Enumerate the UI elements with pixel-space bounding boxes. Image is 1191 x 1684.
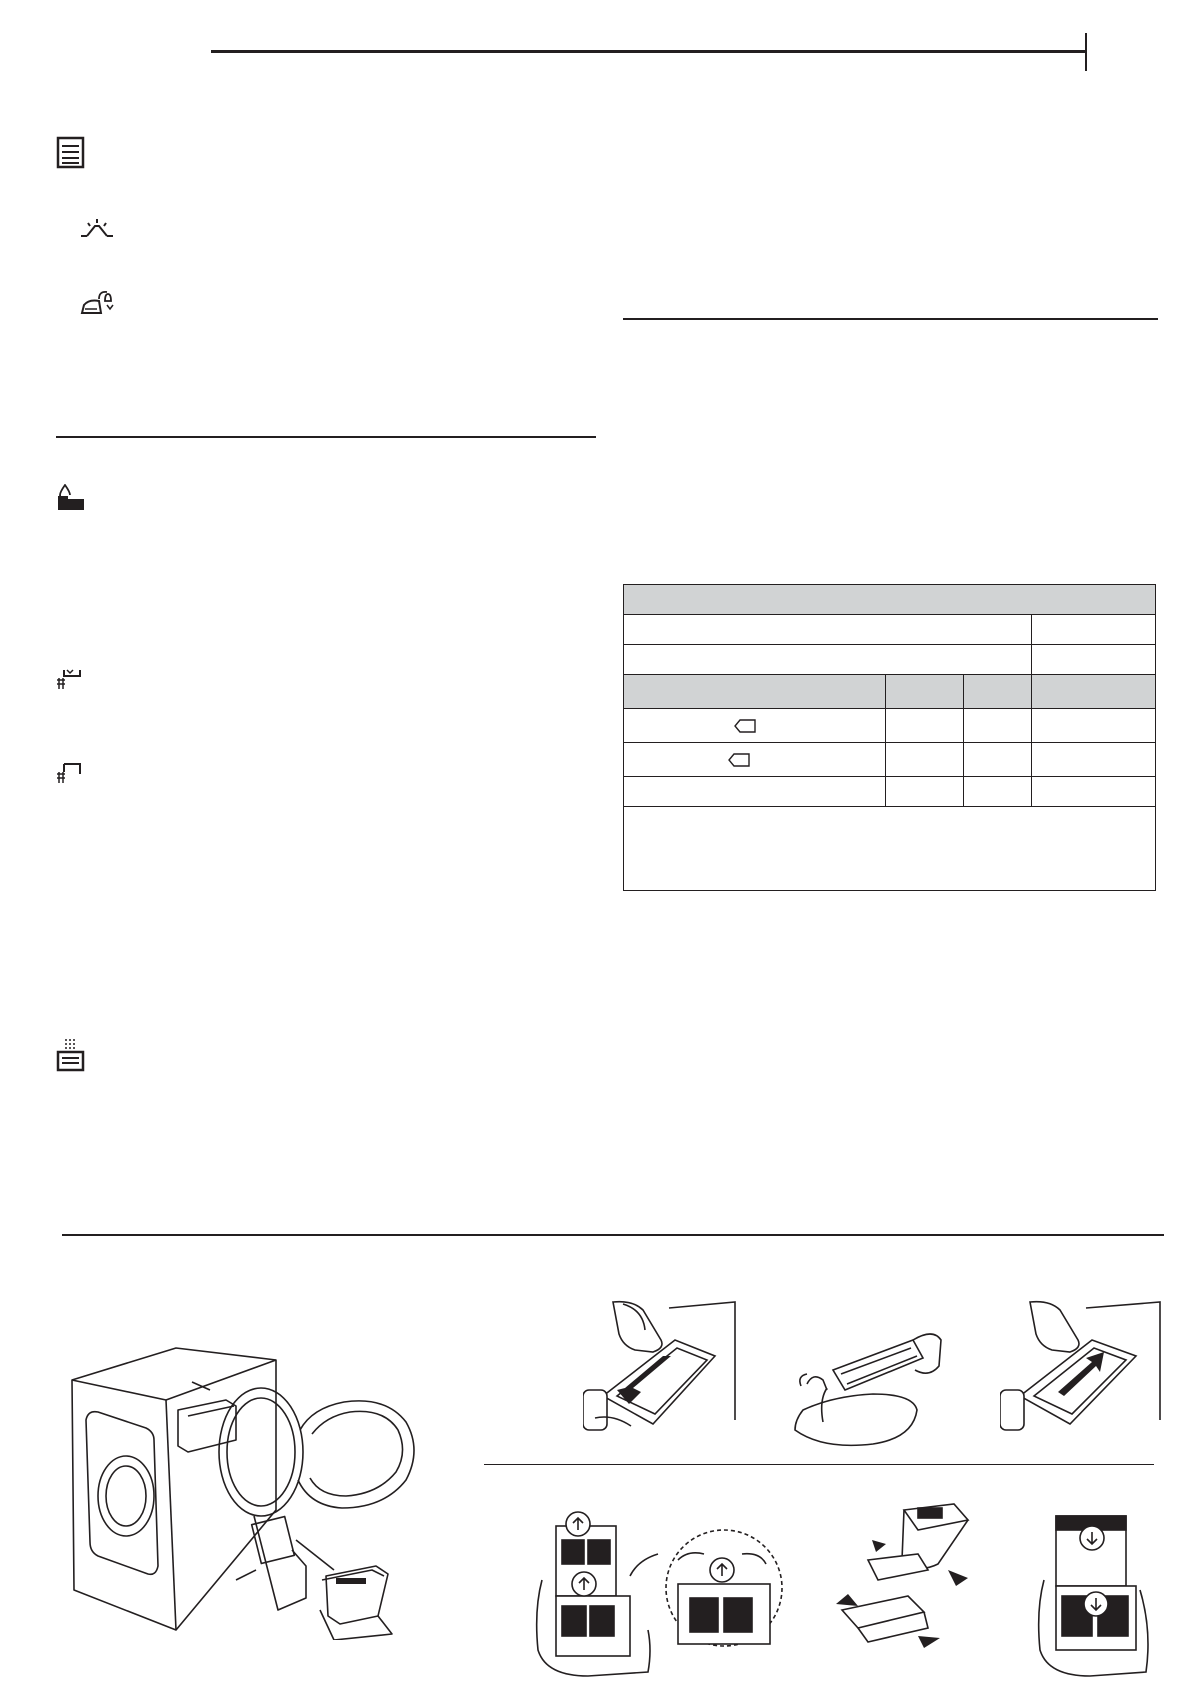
anti-crease-icon: [56, 1038, 86, 1072]
label-tag-icon: [728, 753, 750, 767]
iron-dry-bell-icon: [79, 289, 115, 317]
table-header-cell: [624, 585, 1156, 615]
table-cell: [624, 743, 886, 777]
spec-table: [623, 584, 1156, 891]
table-subheader-cell: [1032, 675, 1156, 709]
table-cell: [624, 777, 886, 807]
empty-container-illustration: [793, 1310, 943, 1450]
section-rule-bottom: [62, 1234, 1164, 1236]
table-footer-cell: [624, 807, 1156, 891]
table-cell: [1032, 645, 1156, 675]
dryer-overview-illustration: [66, 1340, 438, 1640]
end-of-cycle-icon: [79, 218, 115, 242]
table-footer-row: [624, 807, 1156, 891]
table-cell: [885, 777, 964, 807]
remove-filters-illustration: [528, 1480, 784, 1680]
table-cell: [624, 709, 886, 743]
table-subheader-cell: [624, 675, 886, 709]
table-cell: [624, 615, 1032, 645]
table-row: [624, 709, 1156, 743]
table-cell: [885, 709, 964, 743]
table-cell: [1032, 615, 1156, 645]
header-rule: [211, 50, 1087, 53]
table-subheader-row: [624, 675, 1156, 709]
door-filter-icon: [56, 762, 86, 784]
table-row: [624, 615, 1156, 645]
steps-divider: [484, 1464, 1154, 1465]
table-cell: [885, 743, 964, 777]
table-cell: [1032, 743, 1156, 777]
table-subheader-cell: [885, 675, 964, 709]
clean-filters-illustration: [828, 1500, 978, 1650]
section-rule-right: [623, 318, 1158, 320]
table-cell: [964, 777, 1032, 807]
table-cell: [964, 709, 1032, 743]
table-subheader-cell: [964, 675, 1032, 709]
programme-list-icon: [56, 136, 86, 170]
section-rule-left: [56, 436, 596, 438]
header-rule-tick: [1085, 33, 1087, 71]
table-cell: [964, 743, 1032, 777]
water-container-full-icon: [56, 484, 86, 512]
table-row: [624, 743, 1156, 777]
label-tag-icon: [734, 719, 756, 733]
table-cell: [1032, 777, 1156, 807]
table-row: [624, 777, 1156, 807]
table-cell: [624, 645, 1032, 675]
insert-container-illustration: [1000, 1300, 1162, 1454]
table-cell: [1032, 709, 1156, 743]
table-header-row: [624, 585, 1156, 615]
table-row: [624, 645, 1156, 675]
refit-filters-illustration: [1036, 1480, 1154, 1680]
remove-container-illustration: [583, 1300, 737, 1454]
condenser-filter-cleaning-icon: [56, 668, 86, 690]
